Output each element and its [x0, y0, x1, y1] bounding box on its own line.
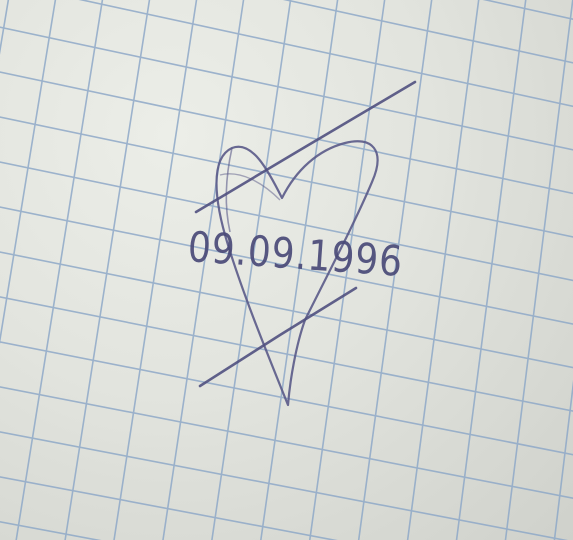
handwritten-date: 09.09.1996 — [186, 222, 405, 286]
